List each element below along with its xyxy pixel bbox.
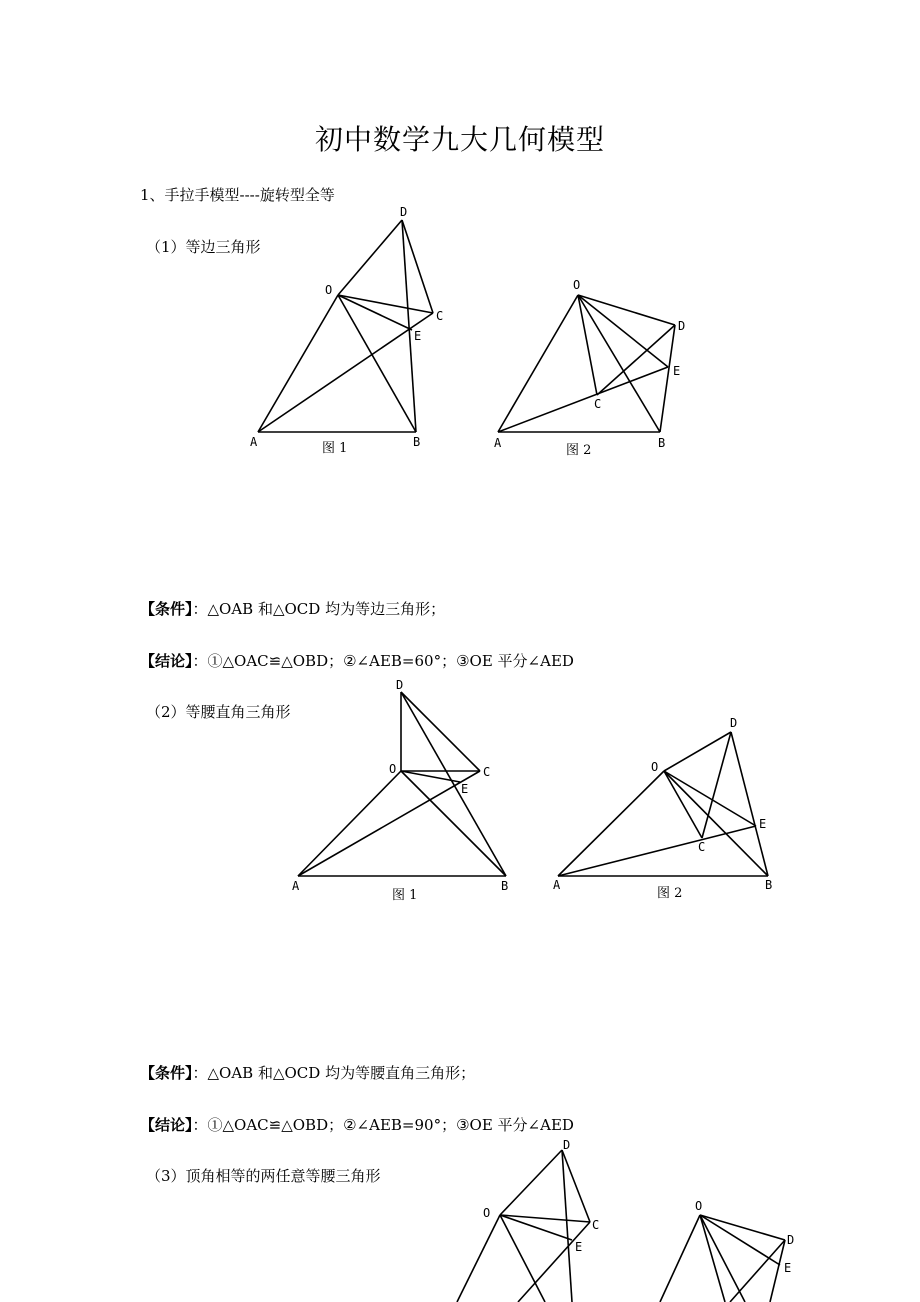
label-O: O — [483, 1206, 491, 1220]
label-C: C — [594, 397, 602, 411]
figure-caption-1: 图 1 — [392, 888, 418, 903]
condition-1 — [140, 598, 445, 619]
label-E: E — [575, 1240, 583, 1254]
conclusion-text: ：①△OAC≌△OBD；②∠AEB=90°；③OE 平分∠AED — [192, 1116, 574, 1134]
label-E: E — [784, 1261, 792, 1275]
label-D: D — [730, 716, 738, 730]
label-E: E — [673, 364, 681, 378]
condition-label: 【条件】 — [140, 600, 193, 618]
figure-caption-1: 图 1 — [322, 441, 348, 456]
label-O: O — [325, 283, 333, 297]
page-title: 初中数学九大几何模型 — [314, 123, 605, 156]
condition-text: ：△OAB 和△OCD 均为等边三角形； — [192, 600, 446, 618]
subheading-isosceles-equal-apex: （3）顶角相等的两任意等腰三角形 — [146, 1167, 381, 1185]
label-E: E — [759, 817, 767, 831]
subheading-isosceles-right: （2）等腰直角三角形 — [146, 703, 291, 721]
label-C: C — [698, 840, 706, 854]
label-B: B — [501, 879, 509, 893]
label-A: A — [553, 878, 561, 892]
label-C: C — [483, 765, 491, 779]
label-E: E — [461, 782, 469, 796]
label-O: O — [573, 278, 581, 292]
label-B: B — [413, 435, 421, 449]
label-B: B — [658, 436, 666, 450]
label-E: E — [414, 329, 422, 343]
label-O: O — [389, 762, 397, 776]
label-A: A — [494, 436, 502, 450]
label-D: D — [400, 205, 408, 219]
conclusion-text: ：①△OAC≌△OBD；②∠AEB=60°；③OE 平分∠AED — [192, 652, 574, 670]
condition-text: ：△OAB 和△OCD 均为等腰直角三角形； — [192, 1064, 476, 1082]
label-D: D — [563, 1138, 571, 1152]
label-C: C — [436, 309, 444, 323]
section-heading-1: 1、手拉手模型----旋转型全等 — [140, 186, 335, 204]
figure-caption-2: 图 2 — [657, 886, 683, 901]
label-D: D — [678, 319, 686, 333]
condition-2 — [140, 1062, 475, 1083]
label-D: D — [787, 1233, 795, 1247]
conclusion-label: 【结论】 — [140, 1116, 193, 1134]
conclusion-label: 【结论】 — [140, 652, 193, 670]
condition-label: 【条件】 — [140, 1064, 193, 1082]
conclusion-1 — [140, 650, 574, 671]
subheading-equilateral: （1）等边三角形 — [146, 238, 261, 256]
label-O: O — [651, 760, 659, 774]
label-B: B — [765, 878, 773, 892]
figure-caption-2: 图 2 — [566, 443, 592, 458]
conclusion-2 — [140, 1114, 574, 1135]
label-C: C — [592, 1218, 600, 1232]
label-A: A — [250, 435, 258, 449]
label-O: O — [695, 1199, 703, 1213]
label-D: D — [396, 678, 404, 692]
label-A: A — [292, 879, 300, 893]
